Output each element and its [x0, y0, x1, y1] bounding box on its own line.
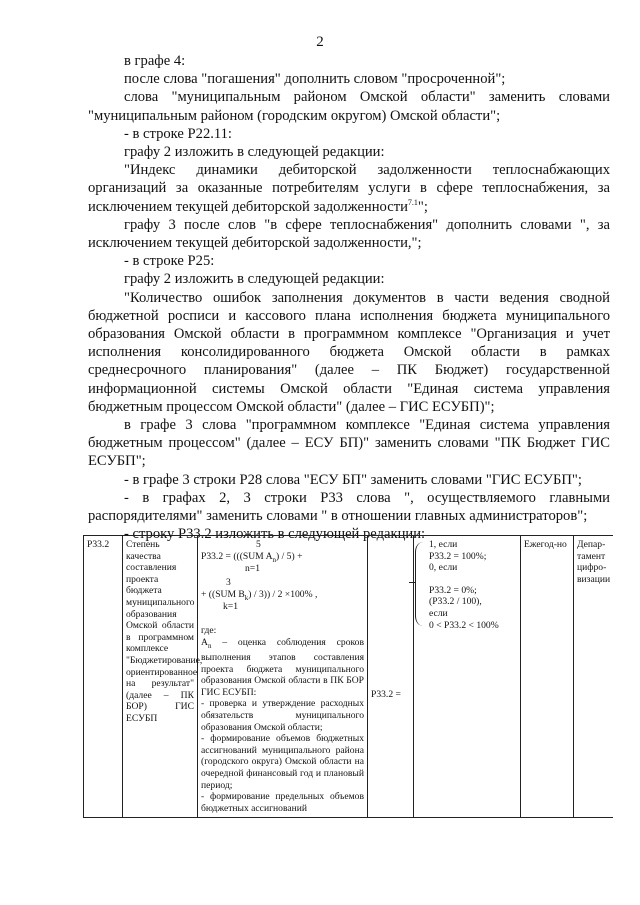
document-body — [88, 52, 610, 543]
desc-a-sub: n — [207, 641, 212, 650]
paragraph: - в графе 3 строки Р28 слова "ЕСУ БП" заменить словами "ГИС ЕСУБП"; — [124, 471, 582, 488]
cell-department: Депар-тамент цифро-визации — [574, 536, 614, 818]
formula-line2-end: ) / 3)) / 2 ×100% , — [248, 589, 318, 600]
case-line: (Р33.2 / 100), — [429, 596, 482, 608]
desc-item: - формирование предельных объемов бюджетных ассигнований — [201, 791, 364, 814]
formula-line2-text: + ((SUM B — [201, 589, 245, 600]
cases — [417, 539, 517, 631]
paragraph: в графе 4: — [124, 53, 186, 69]
desc-item: - формирование объемов бюджетных ассигнований муниципального района (городского округа) Омской области на очередной финансовый год и плановый период; — [201, 733, 364, 791]
paragraph: - в графах 2, 3 строки Р33 слова ", осуществляемого главными распорядителями" заменить словами " в отношении главных администраторов"; — [88, 489, 610, 525]
paragraph: - в строке Р25: — [124, 253, 215, 270]
desc-item: - проверка и утверждение расходных обязательств муниципального образования Омской области; — [201, 698, 364, 733]
page-number: 2 — [316, 34, 324, 50]
table-row — [84, 536, 614, 818]
paragraph — [88, 161, 610, 216]
case-line: Р33.2 = 100%; — [429, 550, 487, 562]
desc-a — [201, 637, 364, 699]
case-line: Р33.2 = 0%; — [429, 584, 477, 596]
case-line: если — [429, 607, 448, 619]
desc-a-text: – оценка соблюдения сроков выполнения этапов составления проекта бюджета муниципального образования Омской области в ПК БОР ГИС ЕСУБП: — [201, 636, 364, 698]
cell-formula — [198, 536, 368, 818]
formula-sum1-upper: 5 — [256, 539, 261, 550]
paragraph: - в строке Р22.11: — [124, 125, 232, 142]
formula-sum2-upper: 3 — [226, 577, 231, 588]
paragraph: - строку Р33.2 изложить в следующей редакции: — [124, 526, 426, 543]
formula — [201, 539, 364, 617]
cell-criterion-label: Р33.2 = — [368, 536, 414, 818]
cell-frequency: Ежегод-но — [521, 536, 574, 818]
indicator-table — [83, 535, 613, 905]
formula-line1-end: ) / 5) + — [276, 551, 303, 562]
cell-name: Степень качества составления проекта бюджета муниципального образования Омской области в программном комплексе "Бюджетирование, ориентированное на результат" (далее – ПК БОР) ГИС ЕСУБП — [123, 536, 198, 818]
formula-line2 — [201, 589, 317, 605]
formula-description — [201, 637, 364, 815]
formula-sub-k: k — [244, 593, 249, 602]
formula-line1-text: Р33.2 = (((SUM A — [201, 551, 273, 562]
paragraph: графу 2 изложить в следующей редакции: — [124, 271, 385, 288]
case-line: 1, если — [429, 539, 458, 550]
footnote-ref: 7.1 — [407, 197, 418, 207]
paragraph: "Количество ошибок заполнения документов в части ведения сводной бюджетной росписи и кассового плана исполнения бюджета муниципального образования Омской области в программном комплексе "Организация и учет исполнения консолидированного бюджета Омской области в рамках среднесрочного планирования" (далее – ПК Бюджет) государственной информационной системы Омской области "Единая система управления бюджетным процессом Омской области" (далее – ГИС ЕСУБП)"; — [88, 289, 610, 415]
formula-where: где: — [201, 625, 217, 636]
cell-code: Р33.2 — [84, 536, 123, 818]
case-line: 0, если — [429, 562, 458, 574]
case-line — [429, 574, 517, 585]
paragraph: графу 2 изложить в следующей редакции: — [124, 144, 385, 161]
paragraph-text: "Индекс динамики дебиторской задолженности теплоснабжающих организаций за оказанные потребителям услуги в сфере теплоснабжения, за исключением текущей дебиторской задолженности — [88, 162, 610, 215]
table — [83, 535, 613, 818]
cell-criterion-cases — [414, 536, 521, 818]
case-line: 0 < Р33.2 < 100% — [429, 619, 499, 631]
paragraph: после слова "погашения" дополнить словом "просроченной"; — [124, 71, 506, 88]
paragraph: в графе 3 слова "программном комплексе "Единая система управления бюджетным процессом" (далее – ЕСУ БП)" заменить словами "ПК Бюджет ГИС ЕСУБП"; — [88, 417, 610, 470]
paragraph: слова "муниципальным районом Омской области" заменить словами "муниципальным районом (городским округом) Омской области"; — [88, 89, 610, 124]
paragraph: графу 3 после слов "в сфере теплоснабжения" дополнить словами ", за исключением текущей дебиторской задолженности,"; — [88, 216, 610, 252]
desc-a-symbol: A — [201, 636, 208, 648]
formula-sum1-lower: n=1 — [245, 563, 261, 574]
paragraph-text-end: "; — [417, 198, 428, 215]
brace-icon — [415, 542, 424, 626]
formula-sum2-lower: k=1 — [223, 601, 239, 612]
formula-sub-n: n — [272, 555, 277, 564]
